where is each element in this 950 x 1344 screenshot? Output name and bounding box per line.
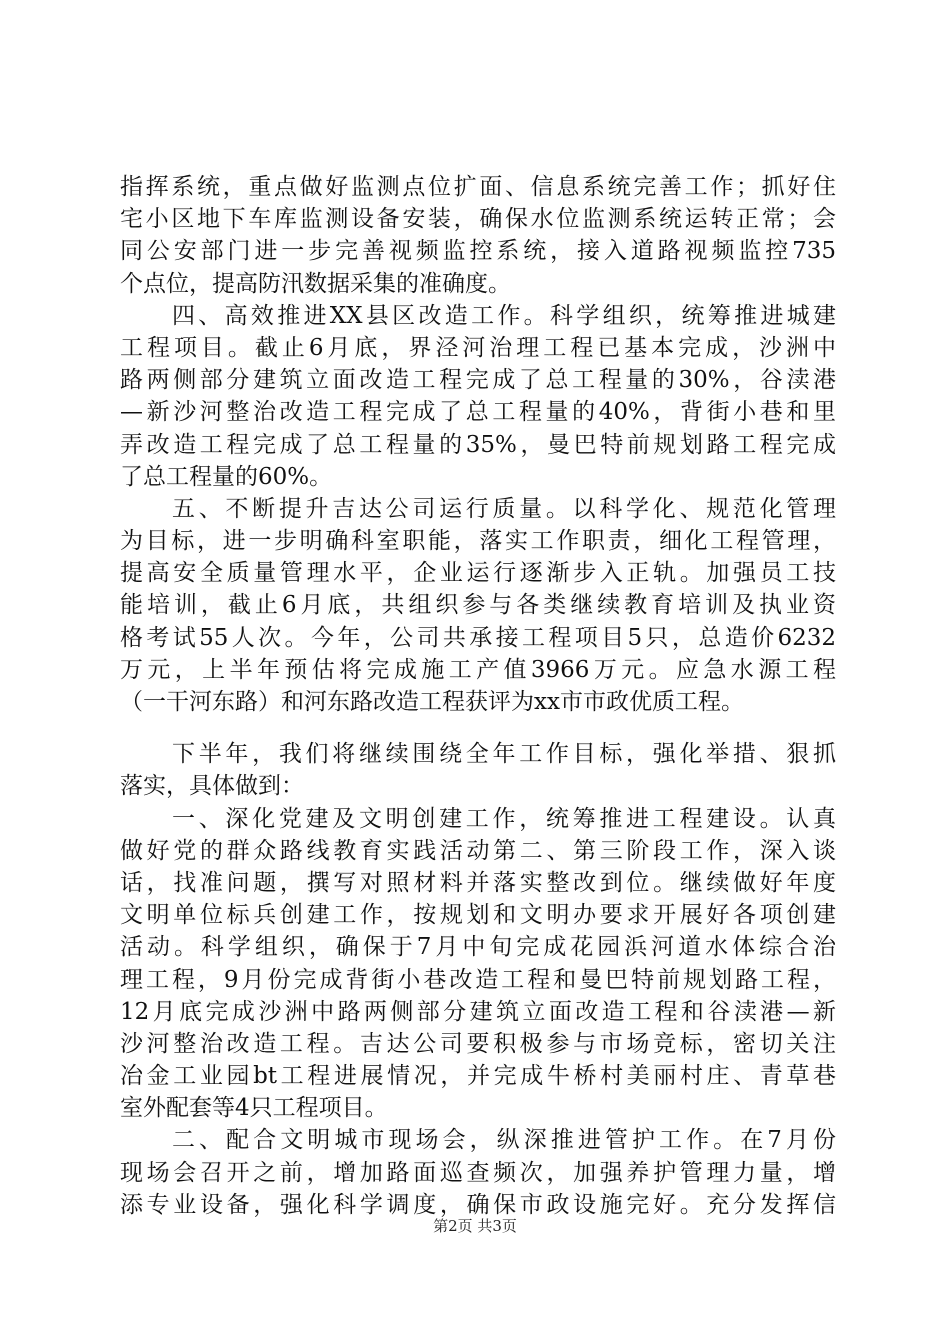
text-line: 下半年，我们将继续围绕全年工作目标，强化举措、狠抓 (172, 741, 836, 768)
text-line: 同公安部门进一步完善视频监控系统，接入道路视频监控735 (120, 238, 836, 265)
text-line: 文明单位标兵创建工作，按规划和文明办要求开展好各项创建 (120, 902, 836, 929)
text-line: 万元，上半年预估将完成施工产值3966万元。应急水源工程 (120, 656, 836, 683)
text-line: 理工程，9月份完成背街小巷改造工程和曼巴特前规划路工程， (120, 966, 836, 993)
text-line: 格考试55人次。今年，公司共承接工程项目5只，总造价6232 (120, 624, 836, 651)
paragraph-gap (120, 718, 836, 738)
text-line: 为目标，进一步明确科室职能，落实工作职责，细化工程管理， (120, 528, 836, 555)
text-line: 宅小区地下车库监测设备安装，确保水位监测系统运转正常；会 (120, 206, 836, 233)
text-line: 二、配合文明城市现场会，纵深推进管护工作。在7月份 (172, 1127, 836, 1154)
text-line: 室外配套等4只工程项目。 (120, 1095, 388, 1122)
text-line: 指挥系统，重点做好监测点位扩面、信息系统完善工作；抓好住 (120, 174, 836, 200)
text-line: 一、深化党建及文明创建工作，统筹推进工程建设。认真 (172, 805, 836, 832)
text-line: 现场会召开之前，增加路面巡查频次，加强养护管理力量，增 (120, 1159, 836, 1186)
text-line: 12月底完成沙洲中路两侧部分建筑立面改造工程和谷渎港—新 (120, 998, 836, 1025)
text-line: 提高安全质量管理水平，企业运行逐渐步入正轨。加强员工技 (120, 560, 836, 587)
text-line: —新沙河整治改造工程完成了总工程量的40%，背街小巷和里 (120, 399, 836, 426)
text-line: 做好党的群众路线教育实践活动第二、第三阶段工作，深入谈 (120, 837, 836, 864)
text-line: 了总工程量的60%。 (120, 463, 333, 490)
text-line: 话，找准问题，撰写对照材料并落实整改到位。继续做好年度 (120, 869, 836, 896)
text-line: 活动。科学组织，确保于7月中旬完成花园浜河道水体综合治 (120, 934, 836, 961)
text-line: 冶金工业园bt工程进展情况，并完成牛桥村美丽村庄、青草巷 (120, 1063, 836, 1090)
text-line: 五、不断提升吉达公司运行质量。以科学化、规范化管理 (172, 495, 836, 522)
text-line: 工程项目。截止6月底，界泾河治理工程已基本完成，沙洲中 (120, 334, 836, 361)
text-line: 个点位，提高防汛数据采集的准确度。 (120, 270, 511, 297)
text-line: （一干河东路）和河东路改造工程获评为xx市市政优质工程。 (120, 689, 744, 715)
text-line: 落实，具体做到： (120, 773, 304, 800)
page-footer: 第2页 共3页 (433, 1217, 517, 1235)
text-line: 能培训，截止6月底，共组织参与各类继续教育培训及执业资 (120, 592, 836, 619)
text-line: 添专业设备，强化科学调度，确保市政设施完好。充分发挥信 (120, 1191, 836, 1218)
text-line: 沙河整治改造工程。吉达公司要积极参与市场竞标，密切关注 (120, 1030, 836, 1057)
document-body (120, 171, 836, 1221)
text-line: 弄改造工程完成了总工程量的35%，曼巴特前规划路工程完成 (120, 431, 836, 458)
text-line: 路两侧部分建筑立面改造工程完成了总工程量的30%，谷渎港 (120, 367, 836, 394)
text-line: 四、高效推进XX县区改造工作。科学组织，统筹推进城建 (172, 302, 836, 329)
